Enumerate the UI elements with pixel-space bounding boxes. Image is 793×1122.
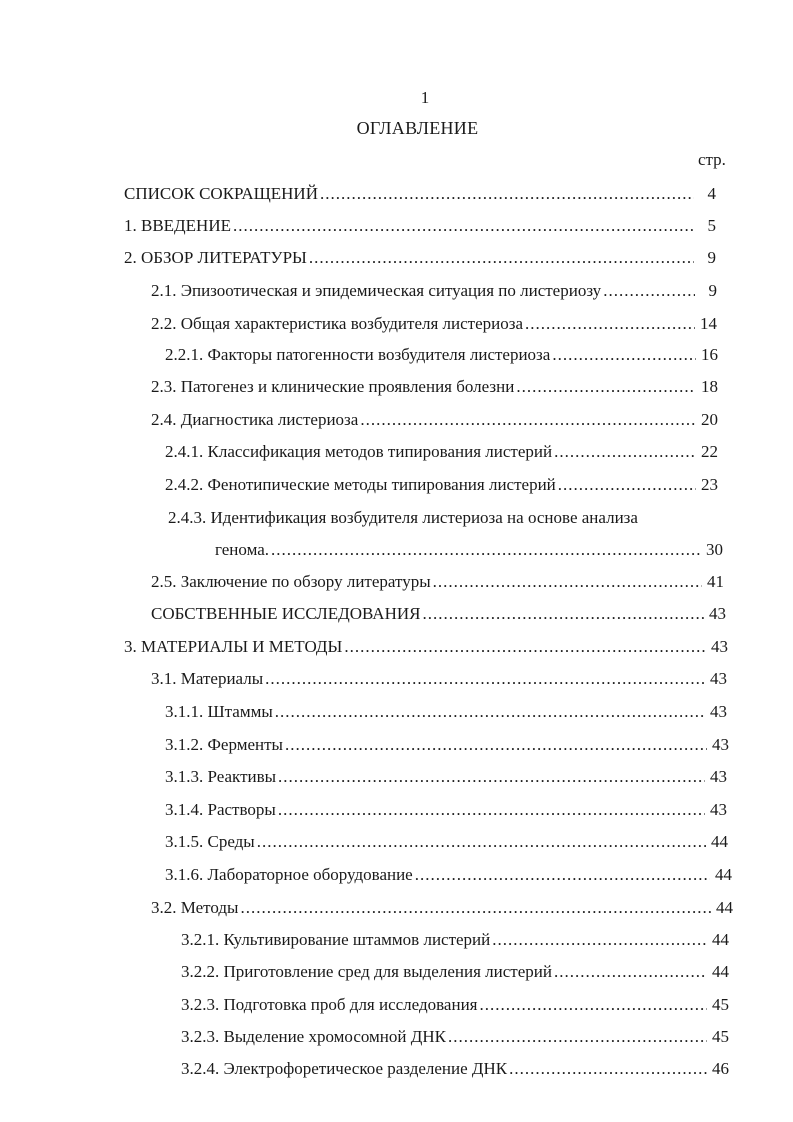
- toc-leader-dots: [433, 570, 702, 594]
- toc-leader-dots: [525, 312, 695, 336]
- toc-entry-label: 2.5. Заключение по обзору литературы: [151, 572, 431, 591]
- toc-leader-dots: [603, 279, 695, 303]
- toc-entry-label: 3.1.6. Лабораторное оборудование: [165, 865, 413, 884]
- toc-entry-page: 18: [701, 377, 718, 396]
- toc-entry-label: 3.1. Материалы: [151, 669, 264, 688]
- toc-entry-page: 16: [701, 345, 718, 364]
- toc-entry[interactable]: [165, 765, 727, 789]
- toc-entry[interactable]: [151, 896, 733, 920]
- toc-leader-dots: [492, 928, 707, 952]
- toc-entry[interactable]: [165, 830, 728, 854]
- toc-entry-label: 1. ВВЕДЕНИЕ: [124, 216, 231, 235]
- toc-entry[interactable]: [151, 408, 718, 432]
- toc-entry-page: 44: [716, 898, 733, 917]
- toc-entry-label: 2.2.1. Факторы патогенности возбудителя листериоза: [165, 345, 551, 364]
- toc-entry-page: 44: [715, 865, 732, 884]
- toc-entry-label: 3.1.1. Штаммы: [165, 702, 273, 721]
- toc-entry[interactable]: [124, 635, 728, 659]
- toc-entry-label: 2.4.1. Классификация методов типирования листерий: [165, 442, 553, 461]
- toc-leader-dots: [554, 960, 707, 984]
- toc-entry-page: 43: [710, 702, 727, 721]
- toc-entry[interactable]: [124, 182, 716, 206]
- toc-leader-dots: [558, 473, 696, 497]
- toc-entry-page: 44: [711, 832, 728, 851]
- toc-entry-page: 30: [706, 540, 723, 559]
- toc-entry-page: 46: [712, 1059, 729, 1078]
- toc-entry-label: СОБСТВЕННЫЕ ИССЛЕДОВАНИЯ: [151, 604, 421, 623]
- toc-entry[interactable]: [151, 375, 718, 399]
- toc-entry[interactable]: [181, 1025, 729, 1049]
- toc-entry-label: 3.1.3. Реактивы: [165, 767, 277, 786]
- toc-entry[interactable]: [165, 700, 727, 724]
- toc-leader-dots: [516, 375, 696, 399]
- toc-entry-page: 43: [712, 735, 729, 754]
- toc-entry-page: 9: [707, 248, 716, 267]
- toc-entry-label: 3.2.3. Подготовка проб для исследования: [181, 995, 478, 1014]
- toc-entry-label: 3.2. Методы: [151, 898, 239, 917]
- toc-entry[interactable]: [151, 570, 724, 594]
- toc-leader-dots: [285, 733, 707, 757]
- toc-entry-label: 2. ОБЗОР ЛИТЕРАТУРЫ: [124, 248, 307, 267]
- toc-entry-page: 41: [707, 572, 724, 591]
- toc-leader-dots: [275, 700, 705, 724]
- toc-entry-label: 2.2. Общая характеристика возбудителя листериоза: [151, 314, 524, 333]
- toc-entry[interactable]: [165, 440, 718, 464]
- toc-entry[interactable]: [165, 798, 727, 822]
- toc-leader-dots: [360, 408, 696, 432]
- toc-entry-page: 45: [712, 995, 729, 1014]
- toc-entry-label: 3.2.1. Культивирование штаммов листерий: [181, 930, 491, 949]
- toc-entry-label: 2.1. Эпизоотическая и эпидемическая ситуация по листериозу: [151, 281, 602, 300]
- toc-leader-dots: [448, 1025, 707, 1049]
- toc-entry-label: 2.4.3. Идентификация возбудителя листериоза на основе анализа: [168, 508, 638, 527]
- page-column-label: стр.: [698, 150, 726, 169]
- toc-entry[interactable]: [181, 1057, 729, 1081]
- toc-leader-dots: [265, 667, 705, 691]
- toc-entry[interactable]: [151, 279, 717, 303]
- toc-leader-dots: [552, 343, 696, 367]
- toc-entry[interactable]: [124, 246, 716, 270]
- toc-entry[interactable]: [165, 863, 732, 887]
- toc-entry-page: 20: [701, 410, 718, 429]
- toc-entry-page: 43: [709, 604, 726, 623]
- toc-entry-page: 44: [712, 930, 729, 949]
- toc-entry-label: СПИСОК СОКРАЩЕНИЙ: [124, 184, 318, 203]
- toc-entry-page: 4: [707, 184, 716, 203]
- toc-entry-label: 2.3. Патогенез и клинические проявления болезни: [151, 377, 515, 396]
- toc-entry-label: 3.1.2. Ферменты: [165, 735, 283, 754]
- toc-entry[interactable]: [124, 214, 716, 238]
- toc-leader-dots: [480, 993, 708, 1017]
- toc-entry[interactable]: [165, 733, 729, 757]
- toc-entry-label: 3.1.4. Растворы: [165, 800, 276, 819]
- toc-entry[interactable]: [165, 343, 718, 367]
- toc-entry-page: 5: [707, 216, 716, 235]
- toc-leader-dots: [344, 635, 706, 659]
- toc-entry[interactable]: [181, 928, 729, 952]
- toc-leader-dots: [422, 602, 704, 626]
- toc-entry-label: 2.4. Диагностика листериоза: [151, 410, 359, 429]
- toc-leader-dots: [320, 182, 694, 206]
- toc-entry-page: 44: [712, 962, 729, 981]
- toc-leader-dots: [278, 798, 705, 822]
- toc-entry-page: 22: [701, 442, 718, 461]
- toc-entry-page: 43: [710, 669, 727, 688]
- toc-leader-dots: [415, 863, 710, 887]
- toc-entry-page: 43: [710, 800, 727, 819]
- toc-entry-label: генома.: [215, 540, 270, 559]
- toc-entry-page: 23: [701, 475, 718, 494]
- toc-leader-dots: [309, 246, 694, 270]
- toc-entry-page: 43: [711, 637, 728, 656]
- toc-entry-page: 14: [700, 314, 717, 333]
- toc-leader-dots: [554, 440, 696, 464]
- toc-entry[interactable]: [151, 312, 717, 336]
- toc-leader-dots: [509, 1057, 707, 1081]
- toc-leader-dots: [257, 830, 706, 854]
- toc-entry-label: 2.4.2. Фенотипические методы типирования листерий: [165, 475, 556, 494]
- toc-entry-label: 3.1.5. Среды: [165, 832, 255, 851]
- toc-entry[interactable]: [181, 993, 729, 1017]
- toc-leader-dots: [271, 538, 701, 562]
- toc-entry[interactable]: [165, 473, 718, 497]
- toc-entry[interactable]: [181, 960, 729, 984]
- toc-leader-dots: [240, 896, 711, 920]
- toc-entry-page: 43: [710, 767, 727, 786]
- toc-entry[interactable]: [168, 506, 718, 530]
- toc-entry[interactable]: [151, 667, 727, 691]
- toc-leader-dots: [233, 214, 694, 238]
- toc-entry-continuation[interactable]: [215, 538, 723, 562]
- toc-entry-label: 3.2.3. Выделение хромосомной ДНК: [181, 1027, 446, 1046]
- toc-entry-label: 3. МАТЕРИАЛЫ И МЕТОДЫ: [124, 637, 343, 656]
- toc-entry-label: 3.2.2. Приготовление сред для выделения листерий: [181, 962, 552, 981]
- page-title: ОГЛАВЛЕНИЕ: [356, 118, 479, 138]
- toc-entry-page: 45: [712, 1027, 729, 1046]
- toc-leader-dots: [278, 765, 705, 789]
- toc-entry-label: 3.2.4. Электрофоретическое разделение ДНК: [181, 1059, 508, 1078]
- toc-entry-page: 9: [708, 281, 717, 300]
- toc-entry[interactable]: [151, 602, 726, 626]
- page-number: 1: [420, 88, 430, 107]
